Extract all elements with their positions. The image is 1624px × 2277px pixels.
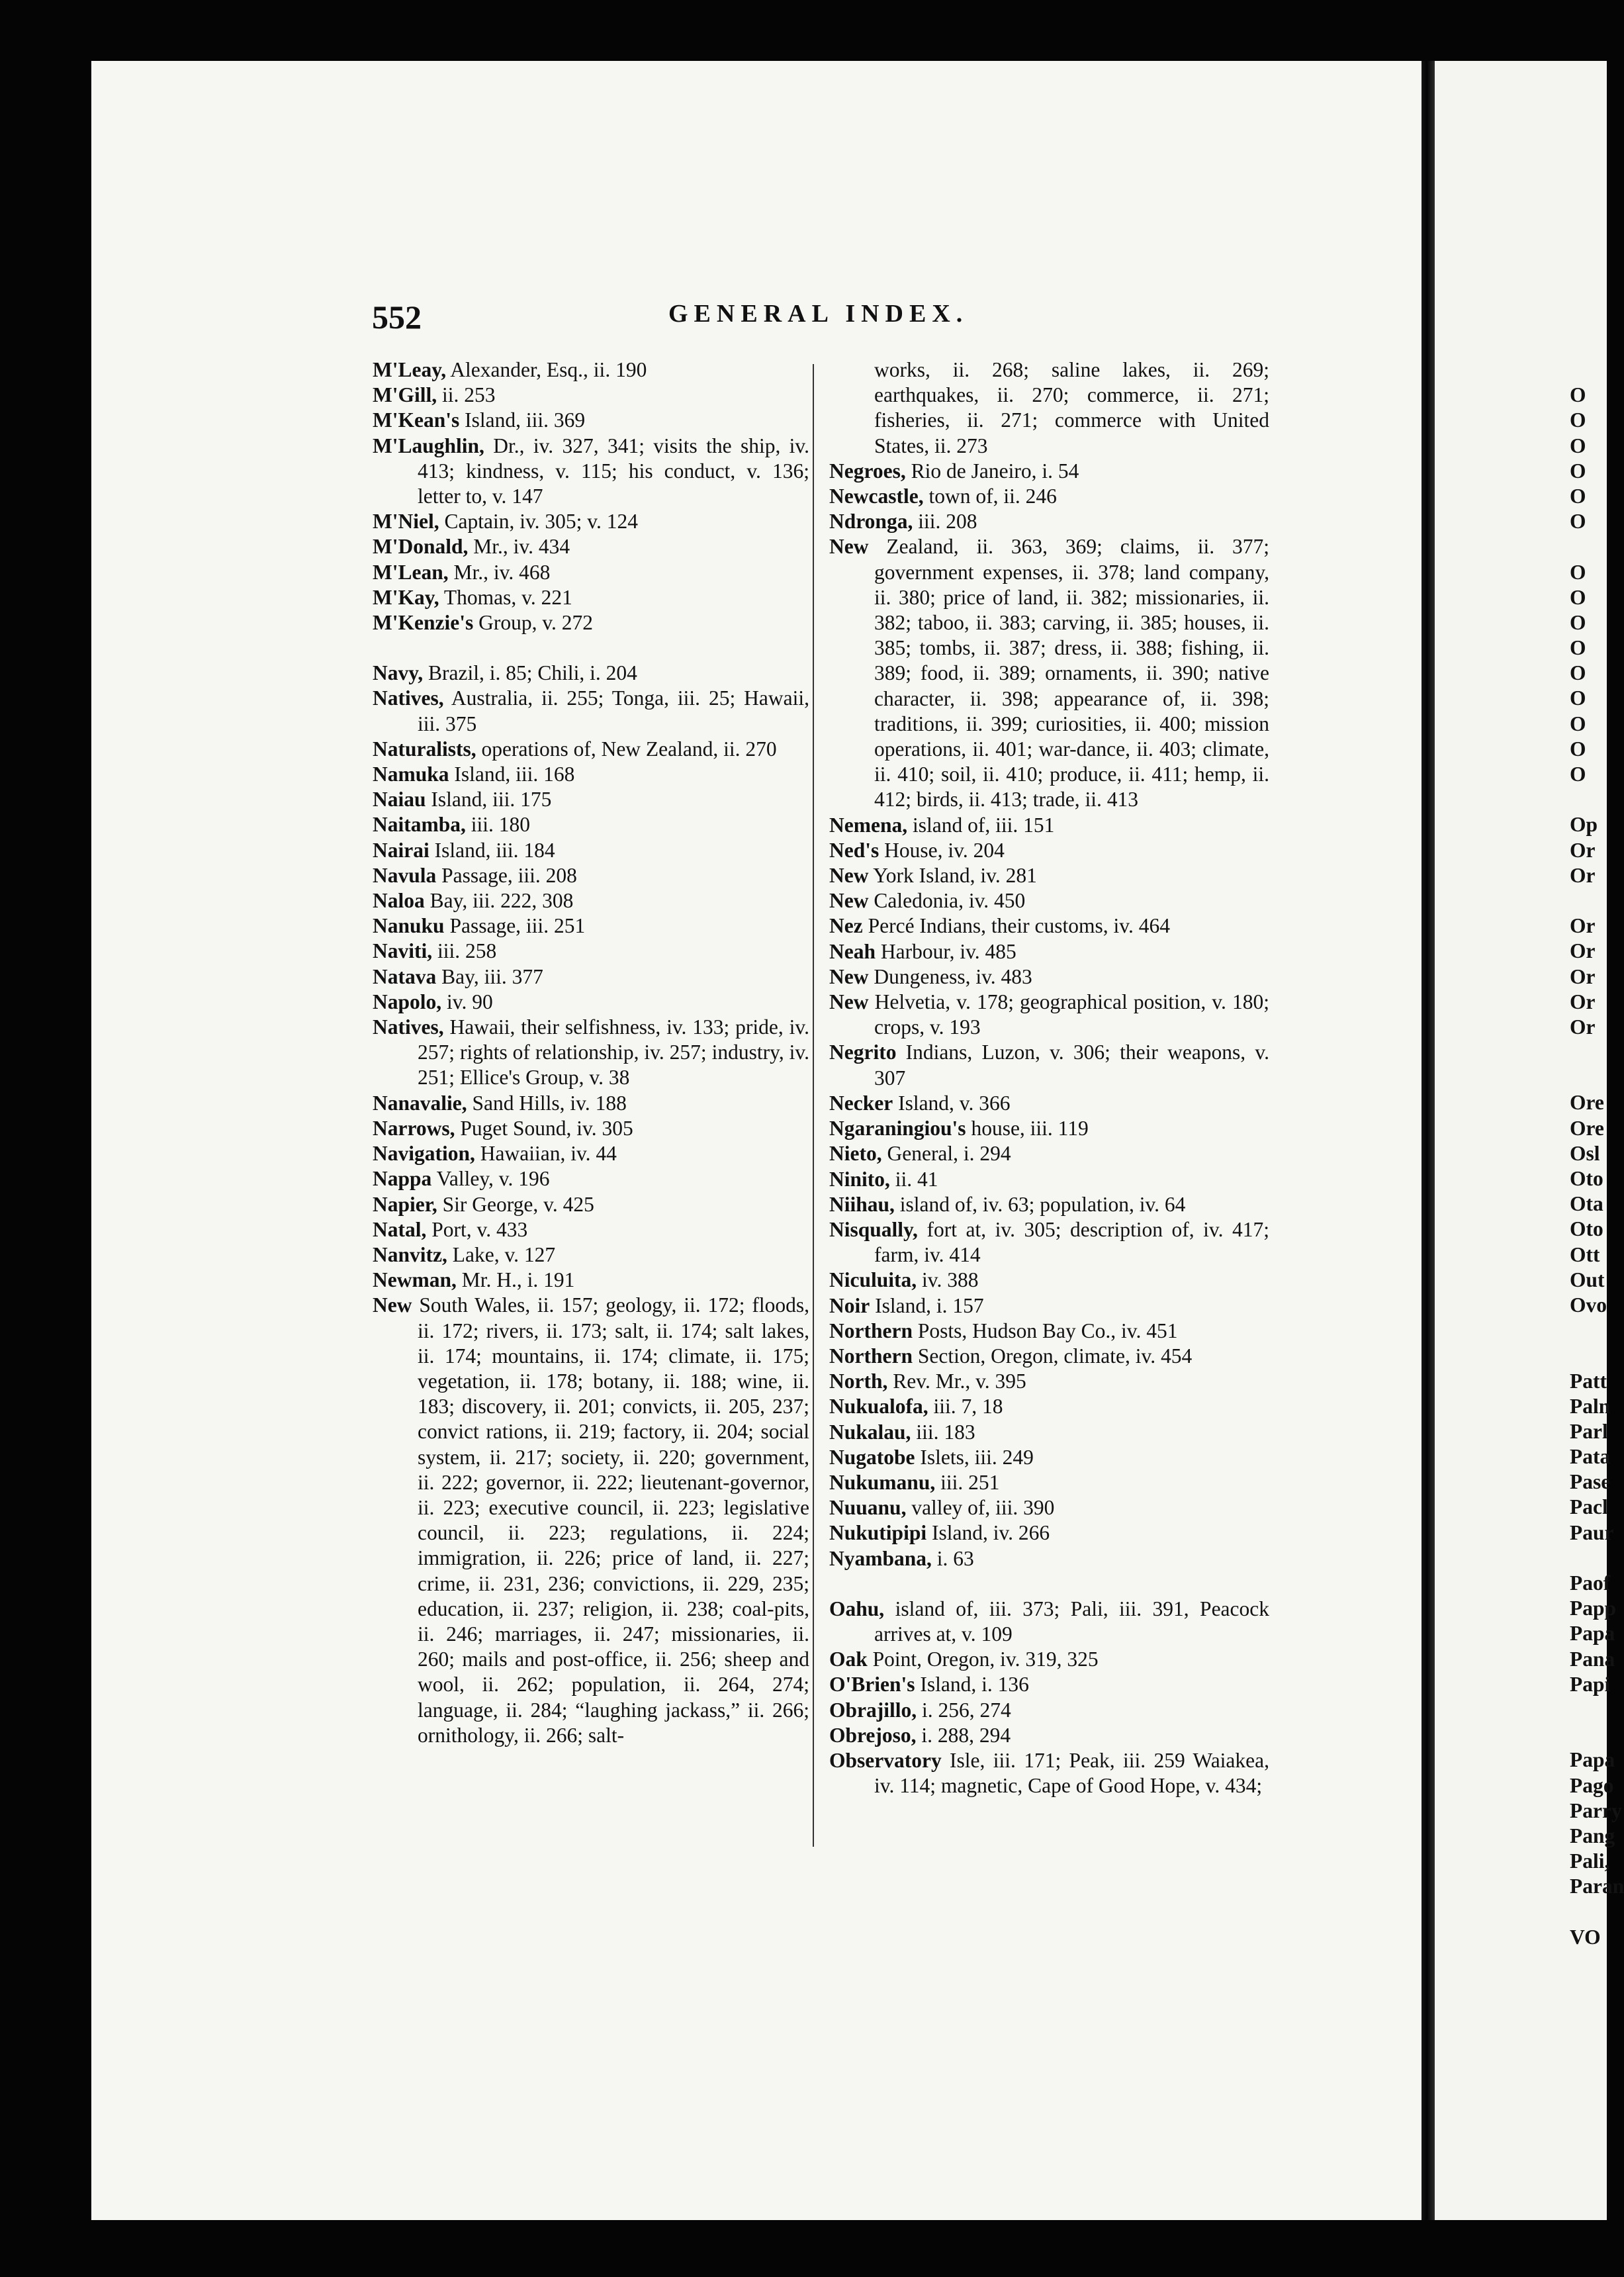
index-entry-text: Mr., iv. 434 xyxy=(468,535,570,559)
index-entry-heading: Nukutipipi xyxy=(829,1521,927,1545)
index-entry-heading: Napier, xyxy=(373,1192,437,1216)
index-entry-heading: Obrejoso, xyxy=(829,1723,917,1747)
index-entry xyxy=(829,1217,1269,1268)
facing-page-fragment: O xyxy=(1570,560,1586,584)
section-gap xyxy=(373,635,809,661)
index-entry-text: Island, iii. 168 xyxy=(449,763,575,786)
index-entry xyxy=(373,408,809,433)
index-entry-heading: Negroes, xyxy=(829,459,906,483)
index-entry-text: Zealand, ii. 363, 369; claims, ii. 377; government expenses, ii. 378; land company, ii. 380; price of land, ii. 382; missionaries, ii. 382; taboo, ii. 383; carving, ii. 385; houses, ii. 385; tombs, ii. 387; dress, ii. 388; fishing, ii. 389; food, ii. 389; ornaments, ii. 390; native character, ii. 398; appearance of, ii. 398; traditions, ii. 399; curiosities, ii. 400; mission operations, ii. 401; war-dance, ii. 403; climate, ii. 410; soil, ii. 410; produce, ii. 411; hemp, ii. 412; birds, ii. 413; trade, ii. 413 xyxy=(868,535,1269,812)
index-entry-text: iii. 208 xyxy=(913,510,977,534)
index-entry-text: fort at, iv. 305; description of, iv. 417; farm, iv. 414 xyxy=(874,1217,1269,1267)
index-entry xyxy=(829,1445,1269,1470)
index-entry xyxy=(373,560,809,585)
facing-page-fragment: Pacl xyxy=(1570,1495,1608,1519)
index-entry-heading: M'Gill, xyxy=(373,383,437,407)
index-entry-heading: Nappa xyxy=(373,1167,432,1191)
index-entry-heading: Noir xyxy=(829,1293,870,1317)
index-entry-text: Dungeness, iv. 483 xyxy=(868,964,1032,988)
facing-page-fragment: Ore xyxy=(1570,1116,1604,1140)
index-entry xyxy=(373,737,809,762)
index-column-right xyxy=(829,357,1269,1798)
index-entry-text: Australia, ii. 255; Tonga, iii. 25; Hawaii, iii. 375 xyxy=(418,686,809,735)
index-entry-heading: Ninito, xyxy=(829,1167,890,1191)
index-entry-heading: Obrajillo, xyxy=(829,1698,917,1722)
index-entry xyxy=(829,1293,1269,1319)
facing-page-fragment: Oto xyxy=(1570,1217,1603,1241)
facing-page-fragment: Or xyxy=(1570,838,1596,862)
index-entry xyxy=(829,1647,1269,1672)
index-entry xyxy=(373,610,809,635)
index-entry xyxy=(829,1040,1269,1090)
index-entry xyxy=(373,1293,809,1748)
index-entry-text: Port, v. 433 xyxy=(426,1217,528,1241)
facing-page-fragment: Pang xyxy=(1570,1824,1615,1847)
index-entry-heading: Ndronga, xyxy=(829,510,913,534)
index-entry xyxy=(373,812,809,837)
index-entry-text: Lake, v. 127 xyxy=(447,1242,556,1266)
facing-page-fragment: Oto xyxy=(1570,1167,1603,1190)
index-entry-text: Hawaii, their selfishness, iv. 133; pride, iv. 257; rights of relationship, iv. 257; industry, iv. 251; Ellice's Group, v. 38 xyxy=(418,1015,809,1090)
facing-page-fragment xyxy=(1570,787,1607,812)
index-entry-heading: Ngaraningiou's xyxy=(829,1117,966,1140)
index-entry-text: Bay, iii. 377 xyxy=(436,964,543,988)
index-entry xyxy=(829,1167,1269,1192)
index-entry xyxy=(829,863,1269,888)
index-entry-text: Harbour, iv. 485 xyxy=(876,939,1016,963)
index-entry xyxy=(373,434,809,510)
index-entry xyxy=(829,1268,1269,1293)
index-entry xyxy=(829,964,1269,990)
facing-page-fragment: Or xyxy=(1570,1015,1596,1039)
facing-page-fragment: Paof xyxy=(1570,1571,1611,1595)
facing-page-fragment: Papa xyxy=(1570,1622,1615,1646)
index-entry-heading: Nez xyxy=(829,914,863,938)
facing-page-fragment: O xyxy=(1570,459,1586,483)
facing-page-fragment: O xyxy=(1570,712,1586,735)
index-entry xyxy=(373,1192,809,1217)
index-entry-heading: Oak xyxy=(829,1648,868,1671)
index-entry-heading: New xyxy=(829,964,869,988)
index-entry-text: valley of, iii. 390 xyxy=(906,1496,1055,1520)
index-entry-text: Helvetia, v. 178; geographical position, v. 180; crops, v. 193 xyxy=(868,990,1269,1039)
facing-page-fragment: Or xyxy=(1570,990,1596,1013)
index-entry xyxy=(829,1748,1269,1798)
index-entry-heading: Northern xyxy=(829,1344,913,1368)
facing-page-fragment: Ovo xyxy=(1570,1293,1607,1317)
index-entry-text: i. 63 xyxy=(931,1546,974,1570)
index-entry xyxy=(829,1597,1269,1647)
index-entry-heading: Nieto, xyxy=(829,1142,882,1166)
index-entry-text: Island, iii. 184 xyxy=(429,838,555,862)
section-gap xyxy=(829,1571,1269,1597)
facing-page-fragment: Pata xyxy=(1570,1445,1611,1469)
facing-page-fragment: Patt xyxy=(1570,1369,1607,1393)
facing-page-fragment xyxy=(1570,1040,1607,1065)
facing-page-fragment: Paur xyxy=(1570,1520,1614,1544)
index-entry-text: General, i. 294 xyxy=(881,1142,1011,1166)
index-entry-text: operations of, New Zealand, ii. 270 xyxy=(476,737,777,761)
facing-page-fragment: O xyxy=(1570,484,1586,508)
index-entry xyxy=(829,939,1269,964)
index-entry xyxy=(829,813,1269,838)
index-entry xyxy=(829,1698,1269,1723)
index-column-left xyxy=(373,357,809,1748)
index-entry-heading: Nyambana, xyxy=(829,1546,932,1570)
index-entry-text: Alexander, Esq., ii. 190 xyxy=(446,358,647,381)
index-entry-heading: Napolo, xyxy=(373,990,442,1013)
index-entry-heading: Nemena, xyxy=(829,813,908,837)
index-entry-heading: Naloa xyxy=(373,889,425,913)
index-entry-text: Bay, iii. 222, 308 xyxy=(424,889,574,913)
index-entry-heading: Navy, xyxy=(373,661,424,685)
index-entry-text: South Wales, ii. 157; geology, ii. 172; floods, ii. 172; rivers, ii. 173; salt, ii. 174; salt lakes, ii. 174; mountains, ii. 174; climate, ii. 175; vegetation, ii. 178; botany, ii. 188; wine, ii. 183; discovery, ii. 201; convicts, ii. 205, 237; convict rations, ii. 219; factory, ii. 204; social system, ii. 217; society, ii. 220; government, ii. 222; governor, ii. 222; lieutenant-governor, ii. 223; executive council, ii. 223; legislative council, ii. 223; regulations, ii. 224; immigration, ii. 226; price of land, ii. 227; crime, ii. 231, 236; convictions, ii. 229, 235; education, ii. 237; religion, ii. 238; coal-pits, ii. 246; marriages, ii. 247; missionaries, ii. 260; mails and post-office, ii. 256; sheep and wool, ii. 262; population, ii. 264, 274; language, ii. 284; “laughing jackass,” ii. 266; ornithology, ii. 266; salt- xyxy=(412,1293,809,1747)
index-entry-heading: Ned's xyxy=(829,838,880,862)
index-entry xyxy=(373,888,809,913)
index-entry-heading: Negrito xyxy=(829,1041,897,1064)
facing-page-fragment xyxy=(1570,1318,1607,1343)
index-entry-heading: Nukumanu, xyxy=(829,1470,936,1494)
index-entry-text: Dr., iv. 327, 341; visits the ship, iv. 413; kindness, v. 115; his conduct, v. 136; letter to, v. 147 xyxy=(418,434,809,508)
index-entry-heading: Nanvitz, xyxy=(373,1242,447,1266)
index-entry-text: Valley, v. 196 xyxy=(431,1167,550,1191)
column-divider xyxy=(813,364,814,1847)
index-entry xyxy=(373,1166,809,1191)
index-entry-text: island of, iii. 151 xyxy=(907,813,1055,837)
index-entry xyxy=(829,1369,1269,1394)
index-entry-heading: Narrows, xyxy=(373,1116,455,1140)
index-entry xyxy=(373,1268,809,1293)
index-entry-text: works, ii. 268; saline lakes, ii. 269; earthquakes, ii. 270; commerce, ii. 271; fisheries, ii. 271; commerce with United States, ii. 273 xyxy=(874,358,1269,457)
facing-page-fragment: Pase xyxy=(1570,1470,1611,1494)
index-entry-heading: Navula xyxy=(373,863,437,887)
facing-page-fragment: O xyxy=(1570,585,1586,609)
index-entry-heading: Naitamba, xyxy=(373,813,466,837)
index-entry-text: ii. 253 xyxy=(437,383,496,407)
index-entry-heading: Nairai xyxy=(373,838,429,862)
facing-page-fragment: Parl xyxy=(1570,1419,1608,1443)
facing-page-fragment: Or xyxy=(1570,939,1596,963)
index-entry-text: i. 288, 294 xyxy=(916,1723,1011,1747)
index-entry-heading: New xyxy=(829,535,869,559)
index-entry-heading: Northern xyxy=(829,1319,913,1342)
index-entry-heading: M'Lean, xyxy=(373,560,449,584)
facing-page-fragment: Ota xyxy=(1570,1192,1603,1216)
index-entry-heading: Oahu, xyxy=(829,1597,885,1620)
index-entry-text: ii. 41 xyxy=(889,1167,938,1191)
facing-page-text xyxy=(1570,357,1624,1950)
facing-page-fragment: O xyxy=(1570,763,1586,786)
index-entry-text: iv. 90 xyxy=(441,990,493,1013)
index-entry-text: island of, iii. 373; Pali, iii. 391, Peacock arrives at, v. 109 xyxy=(874,1597,1269,1646)
facing-page-fragment: O xyxy=(1570,610,1586,634)
index-entry xyxy=(829,1495,1269,1520)
index-entry-text: Island, i. 136 xyxy=(915,1673,1029,1696)
index-entry xyxy=(373,357,809,383)
index-entry-text: Rev. Mr., v. 395 xyxy=(887,1370,1026,1393)
facing-page-fragment: O xyxy=(1570,737,1586,761)
index-entry-text: Puget Sound, iv. 305 xyxy=(455,1116,633,1140)
index-entry-text: Caledonia, iv. 450 xyxy=(868,889,1026,913)
index-entry xyxy=(829,838,1269,863)
index-entry-text: Passage, iii. 251 xyxy=(444,914,586,938)
index-entry xyxy=(829,1116,1269,1141)
index-entry-heading: Naturalists, xyxy=(373,737,476,761)
index-entry-text: Thomas, v. 221 xyxy=(439,585,572,609)
index-entry xyxy=(373,1217,809,1242)
index-entry xyxy=(829,1394,1269,1419)
index-entry xyxy=(373,1091,809,1116)
index-entry-text: iv. 388 xyxy=(917,1268,979,1292)
index-entry-text: Brazil, i. 85; Chili, i. 204 xyxy=(423,661,637,685)
facing-page-fragment: Papa xyxy=(1570,1748,1615,1772)
index-entry xyxy=(373,585,809,610)
facing-page-fragment: O xyxy=(1570,686,1586,710)
index-entry-text: Island, v. 366 xyxy=(893,1091,1011,1115)
index-entry xyxy=(373,787,809,812)
index-entry-heading: Observatory xyxy=(829,1748,942,1772)
index-entry-text: Indians, Luzon, v. 306; their weapons, v. 307 xyxy=(874,1041,1269,1090)
index-entry xyxy=(373,990,809,1015)
index-entry xyxy=(373,509,809,534)
index-entry-heading: New xyxy=(829,864,869,888)
index-entry-heading: O'Brien's xyxy=(829,1673,915,1696)
facing-page-fragment: Papi xyxy=(1570,1672,1611,1696)
index-entry-heading: Necker xyxy=(829,1091,893,1115)
index-entry xyxy=(373,1242,809,1268)
index-entry xyxy=(829,1141,1269,1166)
index-entry-text: Islets, iii. 249 xyxy=(915,1445,1034,1469)
index-entry xyxy=(373,863,809,888)
facing-page-fragment: Papp xyxy=(1570,1597,1617,1620)
index-entry-heading: Navigation, xyxy=(373,1142,475,1166)
index-entry xyxy=(373,383,809,408)
index-entry-text: iii. 183 xyxy=(911,1420,975,1444)
index-entry-text: Passage, iii. 208 xyxy=(436,863,577,887)
index-entry xyxy=(829,1319,1269,1344)
index-entry xyxy=(373,913,809,939)
index-entry-text: iii. 7, 18 xyxy=(928,1395,1003,1418)
index-entry-text: Mr. H., i. 191 xyxy=(456,1268,575,1292)
index-entry xyxy=(829,484,1269,509)
facing-page-fragment: Osl xyxy=(1570,1141,1600,1165)
index-entry-text: iii. 180 xyxy=(465,813,531,837)
index-entry xyxy=(373,838,809,863)
index-entry-text: island of, iv. 63; population, iv. 64 xyxy=(894,1192,1186,1216)
index-entry xyxy=(829,1420,1269,1445)
index-entry-text: Mr., iv. 468 xyxy=(448,560,551,584)
index-entry-text: Section, Oregon, climate, iv. 454 xyxy=(912,1344,1193,1368)
index-entry-heading: Nugatobe xyxy=(829,1445,915,1469)
index-entry xyxy=(373,1116,809,1141)
index-entry-heading: Namuka xyxy=(373,763,449,786)
index-entry-heading: Natives, xyxy=(373,686,444,710)
index-entry-heading: M'Leay, xyxy=(373,358,447,381)
index-entry-heading: Newcastle, xyxy=(829,485,924,508)
facing-page-fragment: O xyxy=(1570,383,1586,407)
facing-page-fragment: Op xyxy=(1570,813,1598,837)
index-entry xyxy=(829,1520,1269,1546)
index-entry-heading: Natava xyxy=(373,964,437,988)
index-entry-text: Percé Indians, their customs, iv. 464 xyxy=(862,914,1170,938)
facing-page-fragment: Ore xyxy=(1570,1091,1604,1115)
facing-page-fragment: Or xyxy=(1570,964,1596,988)
facing-page-fragment: Paran xyxy=(1570,1875,1624,1898)
index-entry-heading: Newman, xyxy=(373,1268,457,1292)
index-entry xyxy=(373,939,809,964)
facing-page-fragment xyxy=(1570,1899,1607,1924)
facing-page-fragment: Pana xyxy=(1570,1647,1615,1671)
facing-page-fragment: O xyxy=(1570,661,1586,685)
index-entry-heading: Neah xyxy=(829,939,876,963)
facing-page-fragment: O xyxy=(1570,636,1586,660)
index-entry xyxy=(829,459,1269,484)
index-entry-text: Hawaiian, iv. 44 xyxy=(474,1142,617,1166)
index-entry-heading: M'Laughlin, xyxy=(373,434,484,457)
index-entry xyxy=(829,509,1269,534)
index-entry-text: Sir George, v. 425 xyxy=(437,1192,594,1216)
index-entry xyxy=(373,534,809,559)
index-entry-text: York Island, iv. 281 xyxy=(868,864,1037,888)
index-entry xyxy=(829,1091,1269,1116)
index-entry-heading: Niihau, xyxy=(829,1192,895,1216)
index-entry-text: Point, Oregon, iv. 319, 325 xyxy=(867,1648,1099,1671)
index-entry-heading: North, xyxy=(829,1370,888,1393)
index-entry xyxy=(829,1546,1269,1571)
index-entry xyxy=(373,661,809,686)
facing-page-fragment: O xyxy=(1570,408,1586,432)
index-entry-heading: Niculuita, xyxy=(829,1268,917,1292)
index-entry-heading: New xyxy=(829,990,869,1014)
index-entry-heading: M'Donald, xyxy=(373,535,469,559)
index-entry-text: Island, i. 157 xyxy=(870,1293,984,1317)
facing-page-fragment: Out xyxy=(1570,1268,1605,1291)
index-entry xyxy=(373,1015,809,1091)
index-entry xyxy=(829,1723,1269,1748)
facing-page-fragment xyxy=(1570,1343,1607,1368)
index-entry xyxy=(373,1141,809,1166)
facing-page-fragment xyxy=(1570,1546,1607,1571)
index-entry-heading: Nisqually, xyxy=(829,1217,918,1241)
index-entry-heading: Natal, xyxy=(373,1217,427,1241)
index-entry-heading: Natives, xyxy=(373,1015,444,1039)
facing-page-fragment: Ott xyxy=(1570,1242,1600,1266)
index-entry-text: Island, iv. 266 xyxy=(926,1521,1050,1545)
index-entry xyxy=(829,1344,1269,1369)
facing-page-fragment: Or xyxy=(1570,863,1596,887)
index-entry xyxy=(829,1192,1269,1217)
facing-page-fragment: O xyxy=(1570,434,1586,457)
index-entry xyxy=(829,534,1269,812)
index-entry-text: Sand Hills, iv. 188 xyxy=(467,1091,627,1115)
index-entry xyxy=(829,913,1269,939)
facing-page-fragment: Or xyxy=(1570,914,1596,938)
index-entry-text: Rio de Janeiro, i. 54 xyxy=(905,459,1079,483)
index-entry-text: iii. 251 xyxy=(935,1470,1000,1494)
facing-page-fragment xyxy=(1570,1722,1607,1747)
index-entry-heading: Nukualofa, xyxy=(829,1395,928,1418)
index-entry-heading: Nuuanu, xyxy=(829,1496,907,1520)
running-head: GENERAL INDEX. xyxy=(668,300,969,328)
index-entry xyxy=(829,888,1269,913)
facing-page-fragment xyxy=(1570,1697,1607,1722)
index-entry-text: house, iii. 119 xyxy=(966,1117,1089,1140)
index-entry-text: Isle, iii. 171; Peak, iii. 259 Waiakea, iv. 114; magnetic, Cape of Good Hope, v. 434; xyxy=(874,1748,1269,1798)
facing-page-fragment: VO xyxy=(1570,1925,1601,1949)
index-entry-text: Captain, iv. 305; v. 124 xyxy=(439,510,638,534)
book-gutter xyxy=(1421,61,1435,2220)
facing-page-fragment: Pali, xyxy=(1570,1849,1610,1873)
index-entry-heading: New xyxy=(373,1293,412,1317)
index-entry-text: House, iv. 204 xyxy=(879,838,1005,862)
facing-page-fragment xyxy=(1570,534,1607,559)
index-entry-text: Island, iii. 175 xyxy=(426,788,552,812)
index-entry-heading: Nanavalie, xyxy=(373,1091,467,1115)
index-entry-text: Group, v. 272 xyxy=(473,611,594,635)
index-entry xyxy=(373,762,809,787)
index-entry xyxy=(373,686,809,736)
index-entry-heading: Naviti, xyxy=(373,939,433,963)
index-entry-heading: Naiau xyxy=(373,788,426,812)
facing-page-fragment: Paln xyxy=(1570,1394,1611,1418)
index-entry-text: iii. 258 xyxy=(432,939,497,963)
facing-page-fragment xyxy=(1570,1065,1607,1090)
facing-page-fragment: Pago xyxy=(1570,1773,1614,1797)
index-entry xyxy=(829,1672,1269,1697)
index-entry-heading: M'Niel, xyxy=(373,510,439,534)
index-entry xyxy=(829,1470,1269,1495)
index-entry-heading: New xyxy=(829,889,869,913)
facing-page-fragment: O xyxy=(1570,510,1586,534)
index-entry-heading: Nanuku xyxy=(373,914,445,938)
index-entry-text: Island, iii. 369 xyxy=(459,408,586,432)
index-entry-heading: M'Kay, xyxy=(373,585,439,609)
index-entry-text: town of, ii. 246 xyxy=(923,485,1057,508)
index-entry-text: i. 256, 274 xyxy=(917,1698,1011,1722)
index-entry xyxy=(373,964,809,990)
facing-page-fragment xyxy=(1570,357,1607,383)
facing-page-fragment: Parry xyxy=(1570,1798,1622,1822)
facing-page-fragment xyxy=(1570,888,1607,913)
index-entry-heading: M'Kean's xyxy=(373,408,460,432)
index-entry xyxy=(829,990,1269,1040)
index-entry-heading: Nukalau, xyxy=(829,1420,911,1444)
index-entry-heading: M'Kenzie's xyxy=(373,611,474,635)
index-entry-text: Posts, Hudson Bay Co., iv. 451 xyxy=(912,1319,1178,1342)
page-number: 552 xyxy=(372,299,422,336)
index-entry-continued xyxy=(829,357,1269,459)
